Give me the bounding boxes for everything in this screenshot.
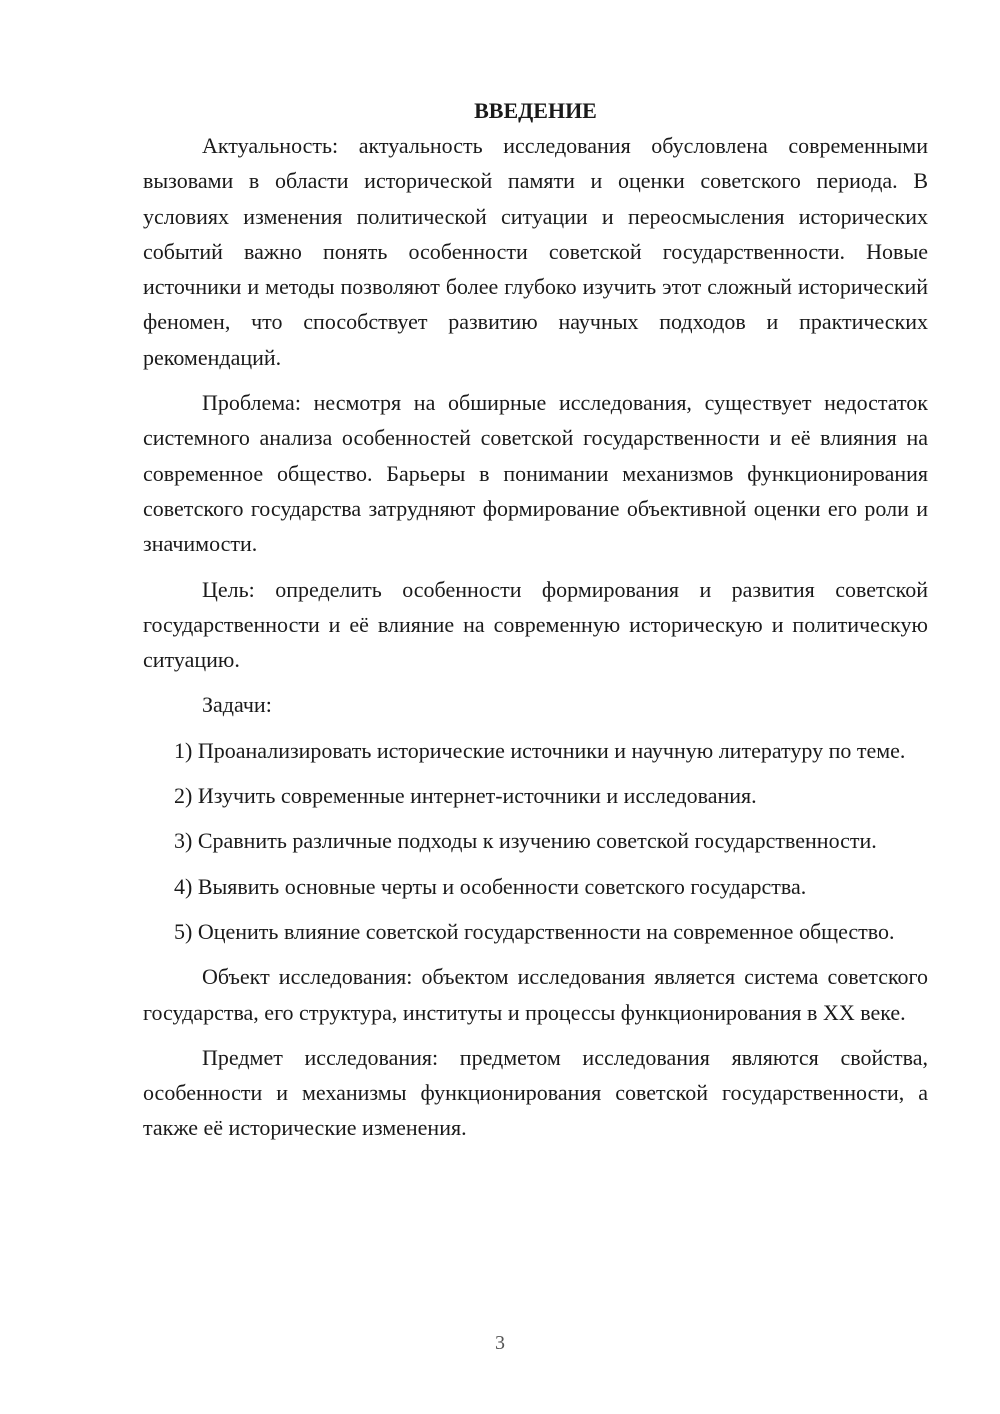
paragraph-subject: Предмет исследования: предметом исследования являются свойства, особенности и механизмы функционирования советской государственности, а также её исторические изменения. xyxy=(143,1044,928,1141)
page-number: 3 xyxy=(495,1332,505,1354)
paragraph-goal: Цель: определить особенности формирования и развития советской государственности и её влияние на современную историческую и политическую ситуацию. xyxy=(143,576,928,673)
task-item-4: 4) Выявить основные черты и особенности советского государства. xyxy=(174,873,807,899)
task-item-3: 3) Сравнить различные подходы к изучению советской государственности. xyxy=(174,828,877,854)
task-item-2: 2) Изучить современные интернет-источники и исследования. xyxy=(174,783,757,809)
tasks-heading: Задачи: xyxy=(202,692,272,718)
paragraph-relevance: Актуальность: актуальность исследования обусловлена современными вызовами в области исторической памяти и оценки советского периода. В условиях изменения политической ситуации и переосмысления исторических событий важно понять особенности советской государственности. Новые источники и методы позволяют более глубоко изучить этот сложный исторический феномен, что способствует развитию научных подходов и практических рекомендаций. xyxy=(143,133,928,370)
task-item-5: 5) Оценить влияние советской государственности на современное общество. xyxy=(174,918,895,944)
paragraph-object: Объект исследования: объектом исследования является система советского государства, его структура, институты и процессы функционирования в XX веке. xyxy=(143,964,928,1025)
paragraph-problem: Проблема: несмотря на обширные исследования, существует недостаток системного анализа особенностей советской государственности и её влияния на современное общество. Барьеры в понимании механизмов функционирования советского государства затрудняют формирование объективной оценки его роли и значимости. xyxy=(143,390,928,557)
document-body xyxy=(143,93,928,1146)
page-title: ВВЕДЕНИЕ xyxy=(474,98,597,123)
task-item-1: 1) Проанализировать исторические источники и научную литературу по теме. xyxy=(174,737,906,763)
